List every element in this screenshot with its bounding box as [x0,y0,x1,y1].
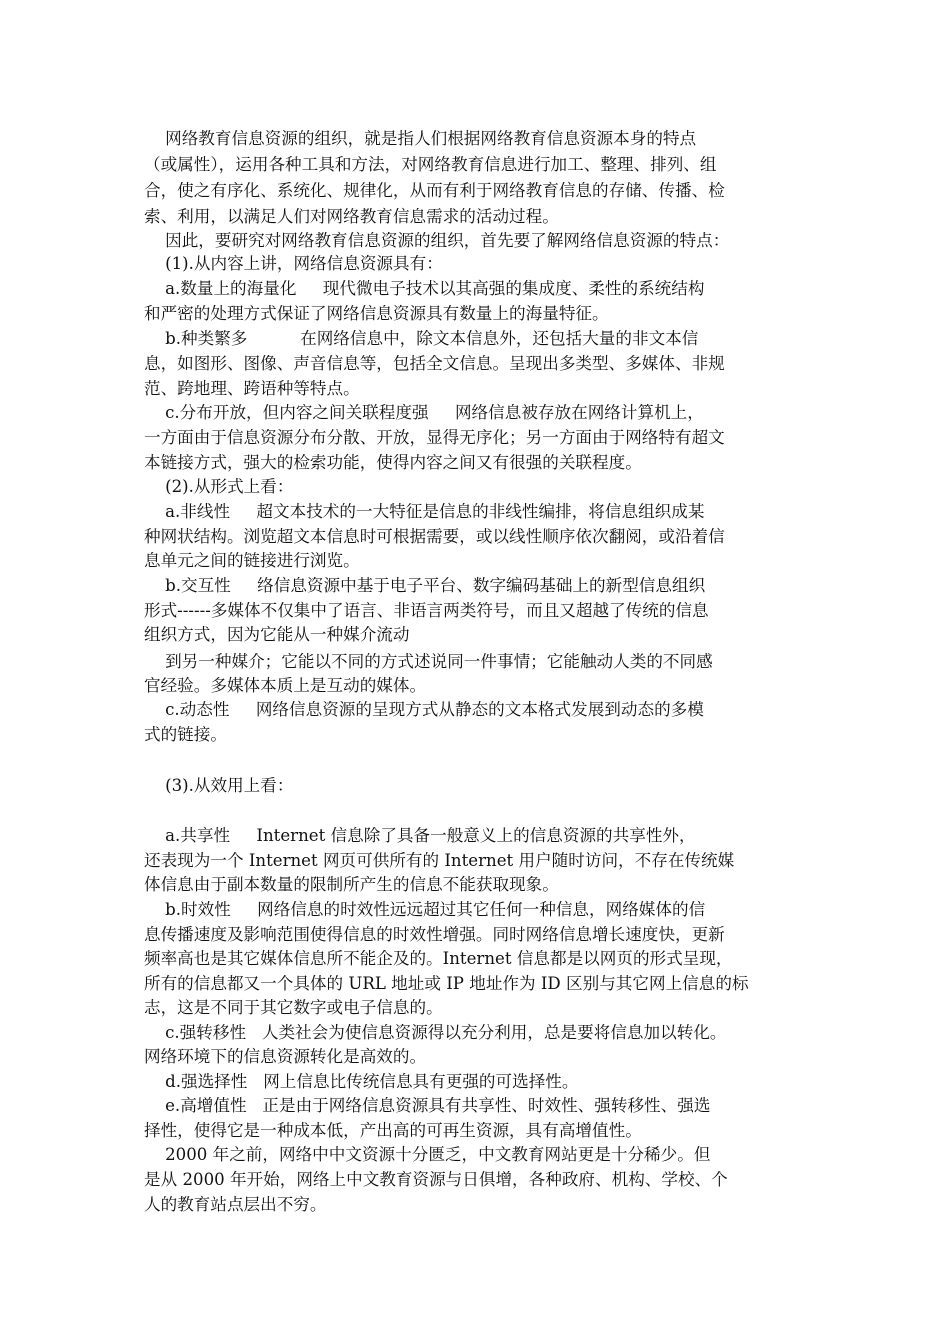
text-line: (1).从内容上讲，网络信息资源具有： [144,254,443,273]
text-line: a.共享性 Internet 信息除了具备一般意义上的信息资源的共享性外， [144,826,696,845]
text-line: d.强选择性 网上信息比传统信息具有更强的可选择性。 [144,1072,579,1091]
text-line: 种网状结构。浏览超文本信息时可根据需要，或以线性顺序依次翻阅，或沿着信 [144,527,725,546]
text-line: c.动态性 网络信息资源的呈现方式从静态的文本格式发展到动态的多模 [144,700,704,719]
text-line: 息，如图形、图像、声音信息等，包括全文信息。呈现出多类型、多媒体、非规 [144,354,725,373]
text-line: 还表现为一个 Internet 网页可供所有的 Internet 用户随时访问，不存在传统媒 [144,851,735,870]
text-line: 人的教育站点层出不穷。 [144,1195,327,1214]
text-line: 到另一种媒介；它能以不同的方式述说同一件事情；它能触动人类的不同感 [144,652,713,671]
text-line: b.交互性 络信息资源中基于电子平台、数字编码基础上的新型信息组织 [144,576,706,595]
text-line: 志，这是不同于其它数字或电子信息的。 [144,998,443,1017]
text-line: （或属性），运用各种工具和方法，对网络教育信息进行加工、整理、排列、组 [144,155,717,174]
text-line: 网络环境下的信息资源转化是高效的。 [144,1047,427,1066]
text-line: e.高增值性 正是由于网络信息资源具有共享性、时效性、强转移性、强选 [144,1096,711,1115]
text-line: 组织方式，因为它能从一种媒介流动 [144,625,410,644]
text-line: 息单元之间的链接进行浏览。 [144,551,360,570]
text-line: 合，使之有序化、系统化、规律化，从而有利于网络教育信息的存储、传播、检 [144,181,725,200]
text-line: 索、利用，以满足人们对网络教育信息需求的活动过程。 [144,207,559,226]
text-line: b.种类繁多 在网络信息中，除文本信息外，还包括大量的非文本信 [144,329,699,348]
text-line: a.非线性 超文本技术的一大特征是信息的非线性编排，将信息组织成某 [144,502,705,521]
text-line: c.强转移性 人类社会为使信息资源得以充分利用，总是要将信息加以转化。 [144,1023,727,1042]
text-line: a.数量上的海量化 现代微电子技术以其高强的集成度、柔性的系统结构 [144,279,705,298]
text-line: 择性，使得它是一种成本低，产出高的可再生资源，具有高增值性。 [144,1121,642,1140]
text-line: 是从 2000 年开始，网络上中文教育资源与日俱增，各种政府、机构、学校、个 [144,1170,728,1189]
text-line: 形式------多媒体不仅集中了语言、非语言两类符号，而且又超越了传统的信息 [144,601,709,620]
text-line: 和严密的处理方式保证了网络信息资源具有数量上的海量特征。 [144,304,609,323]
text-line: 网络教育信息资源的组织，就是指人们根据网络教育信息资源本身的特点 [144,129,697,148]
text-line: 2000 年之前，网络中中文资源十分匮乏，中文教育网站更是十分稀少。但 [144,1145,711,1164]
text-line: 本链接方式，强大的检索功能，使得内容之间又有很强的关联程度。 [144,453,642,472]
text-line: 因此，要研究对网络教育信息资源的组织，首先要了解网络信息资源的特点： [144,231,730,250]
text-line: 所有的信息都又一个具体的 URL 地址或 IP 地址作为 ID 区别与其它网上信息的标 [144,974,749,993]
text-line: 体信息由于副本数量的限制所产生的信息不能获取现象。 [144,875,559,894]
text-line: 频率高也是其它媒体信息所不能企及的。Internet 信息都是以网页的形式呈现， [144,949,733,968]
text-line: c.分布开放，但内容之间关联程度强 网络信息被存放在网络计算机上， [144,403,704,422]
text-line: b.时效性 网络信息的时效性远远超过其它任何一种信息，网络媒体的信 [144,900,706,919]
text-line: 一方面由于信息资源分布分散、开放，显得无序化；另一方面由于网络特有超文 [144,428,725,447]
text-line: 息传播速度及影响范围使得信息的时效性增强。同时网络信息增长速度快，更新 [144,925,725,944]
text-line: (3).从效用上看： [144,776,294,795]
text-line: 范、跨地理、跨语种等特点。 [144,379,360,398]
text-line: 式的链接。 [144,725,227,744]
text-line: (2).从形式上看： [144,477,294,496]
text-line: 官经验。多媒体本质上是互动的媒体。 [144,676,427,695]
